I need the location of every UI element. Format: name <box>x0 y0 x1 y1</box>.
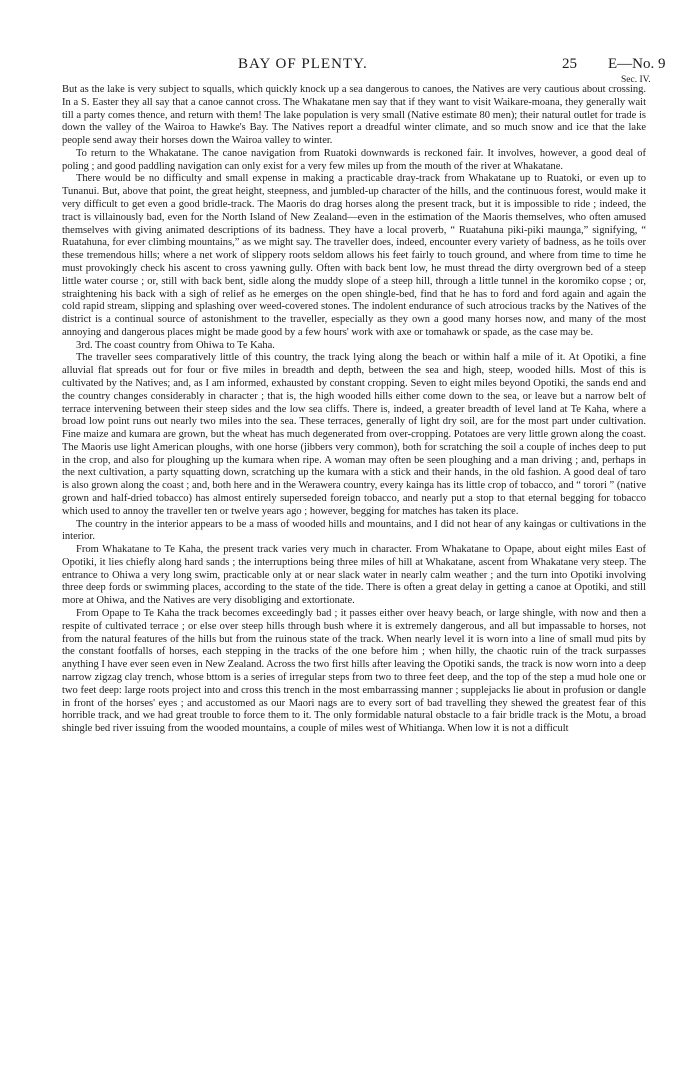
document-reference: E—No. 9 <box>608 56 666 72</box>
paragraph-opape-track: From Opape to Te Kaha the track becomes exceedingly bad ; it passes either over heavy beach, or large shingle, with now and then a respite of cultivated terrace ; or else over steep hills through bush where it is extremely dangerous, and all but impassable to horses, not from the natural features of the hills but from the ruinous state of the track. When nearly level it is worn into a line of small mud pits by the constant footfalls of horses, each stepping in the tracks of the one before him ; when hilly, the chaotic ruin of the track surpasses anything I have ever seen even in New Zealand. Across the two first hills after leaving the Opotiki sands, the track is now worn into a deep narrow zigzag clay trench, whose bttom is a series of irregular steps from two to three feet deep, and the top of the step a mud hole one or two feet deep: large roots project into and cross this trench in the most embarrassing manner ; supplejacks lie about in profusion or dangle in front of the horses' eyes ; and accustomed as our Maori nags are to every sort of bad travelling they shewed the greatest fear of this horrible track, and we had great trouble to force them to it. The only formidable natural obstacle to a fair bridle track is the Motu, a broad shingle bed river issuing from the wooded mountains, a couple of miles west of Whitianga. When low it is not a difficult <box>62 608 646 735</box>
body-text <box>62 84 646 736</box>
paragraph-interior: The country in the interior appears to be a mass of wooded hills and mountains, and I did not hear of any kaingas or cultivations in the interior. <box>62 518 646 543</box>
paragraph-dray-track: There would be no difficulty and small expense in making a practicable dray-track from Whakatane up to Ruatoki, or even up to Tunanui. But, above that point, the great height, steepness, and jumbled-up character of the hills, and the continuous forest, would make it very difficult to get even a good bridle-track. The Maoris do drag horses along the present track, but it is impossible to ride ; indeed, the tract is villainously bad, even for the North Island of New Zealand—even in the estimation of the Maoris themselves, who often amused themselves with giving animated descriptions of its badness. They have a local proverb, “ Ruatahuna piki-piki maunga,” signifying, “ Ruatahuna, for ever climbing mountains,” as we might say. The traveller does, indeed, encounter every variety of badness, as he toils over these tremendous hills; where a net work of slippery roots seldom allows his feet fairly to touch ground, and where from time to time he must provokingly check his ascent to cross yawning gully. Often with back bent low, he must thread the dirty overgrown bed of a steep little water course ; or, still with back bent, sidle along the muddy slope of a steep hill, through a little tunnel in the koromiko copse ; or, straightening his back with a sigh of relief as he emerges on the open shingle-bed, find that he has to ford and ford again and again the cold rapid stream, slipping and splashing over weed-covered stones. The indolent endurance of such atrocious tracks by the Natives of the district is a continual source of astonishment to the traveller, especially as they own a good many horses now, and many of the most annoying and dangerous places might be made good by a few hours' work with axe or tomahawk or spade, as the case may be. <box>62 173 646 338</box>
paragraph-canoe-navigation: To return to the Whakatane. The canoe navigation from Ruatoki downwards is reckoned fair. It involves, however, a good deal of poling ; and good paddling navigation can only exist for a very few miles up from the mouth of the river at Whakatane. <box>62 147 646 172</box>
page-number: 25 <box>562 56 577 72</box>
paragraph-lake-squalls: But as the lake is very subject to squalls, which quickly knock up a sea dangerous to canoes, the Natives are very cautious about crossing. In a S. Easter they all say that a canoe cannot cross. The Whakatane men say that if they want to visit Waikare-moana, they generally wait till a party comes thence, and return with them! The lake population is very small (Native estimate 80 men); their natural outlet for trade is down the valley of the Wairoa to Hawke's Bay. The Natives report a dreadful winter climate, and so much snow and ice that the lake people send away their horses down the Wairoa valley to winter. <box>62 84 646 147</box>
paragraph-whakatane-track: From Whakatane to Te Kaha, the present track varies very much in character. From Whakatane to Opape, about eight miles East of Opotiki, it lies chiefly along hard sands ; the interruptions being three miles of hill at Whakatane, ascent from Whakatane very steep. The entrance to Ohiwa a very long swim, practicable only at or near slack water in nearly calm weather ; and the turn into Opotiki involving three deep fords or swimming places, according to the state of the tide. There is often a great delay in getting a canoe at Opotiki, and still more at Ohiwa, and the Natives are very disobliging and extortionate. <box>62 544 646 607</box>
running-title: BAY OF PLENTY. <box>238 56 368 72</box>
section-reference: Sec. IV. <box>621 75 651 85</box>
paragraph-coast-country: The traveller sees comparatively little of this country, the track lying along the beach or within half a mile of it. At Opotiki, a fine alluvial flat spreads out for four or five miles in breadth and depth, between the sea and high, steep, wooded hills. Most of this is cultivated by the Natives; and, as I am informed, exhausted by constant cropping. Seven to eight miles beyond Opotiki, the sands end and the country changes considerably in character ; that is, the high wooded hills either come down to the sea, or leave but a narrow belt of terrace intervening between their steep sides and the low sea cliffs. There is, indeed, a greater breadth of level land at Te Kaha, where a broad low point runs out nearly two miles into the sea. These terraces, generally of light dry soil, are for the most part under cultivation. Fine maize and kumara are grown, but the wheat has much degenerated from over-cropping. Potatoes are very little grown along the coast. The Maoris use light American ploughs, with one horse (jibbers very common), both for scratching the soil a couple of inches deep to put in the crop, and also for ploughing up the kumara when ripe. A woman may often be seen ploughing and a man driving ; and, perhaps in the next cultivation, a party squatting down, scratching up the kumara with a stick and their hands, in the old fashion. A good deal of taro is also grown along the coast ; and, both here and in the Werawera country, every kainga has its little crop of tobacco, and “ torori ” (native grown and half-dried tobacco) has almost entirely superseded foreign tobacco, and nearly put a stop to that eternal begging for tobacco which used to annoy the traveller ten or twelve years ago ; however, begging for matches has taken its place. <box>62 352 646 517</box>
section-heading-coast-country: 3rd. The coast country from Ohiwa to Te Kaha. <box>76 339 275 351</box>
